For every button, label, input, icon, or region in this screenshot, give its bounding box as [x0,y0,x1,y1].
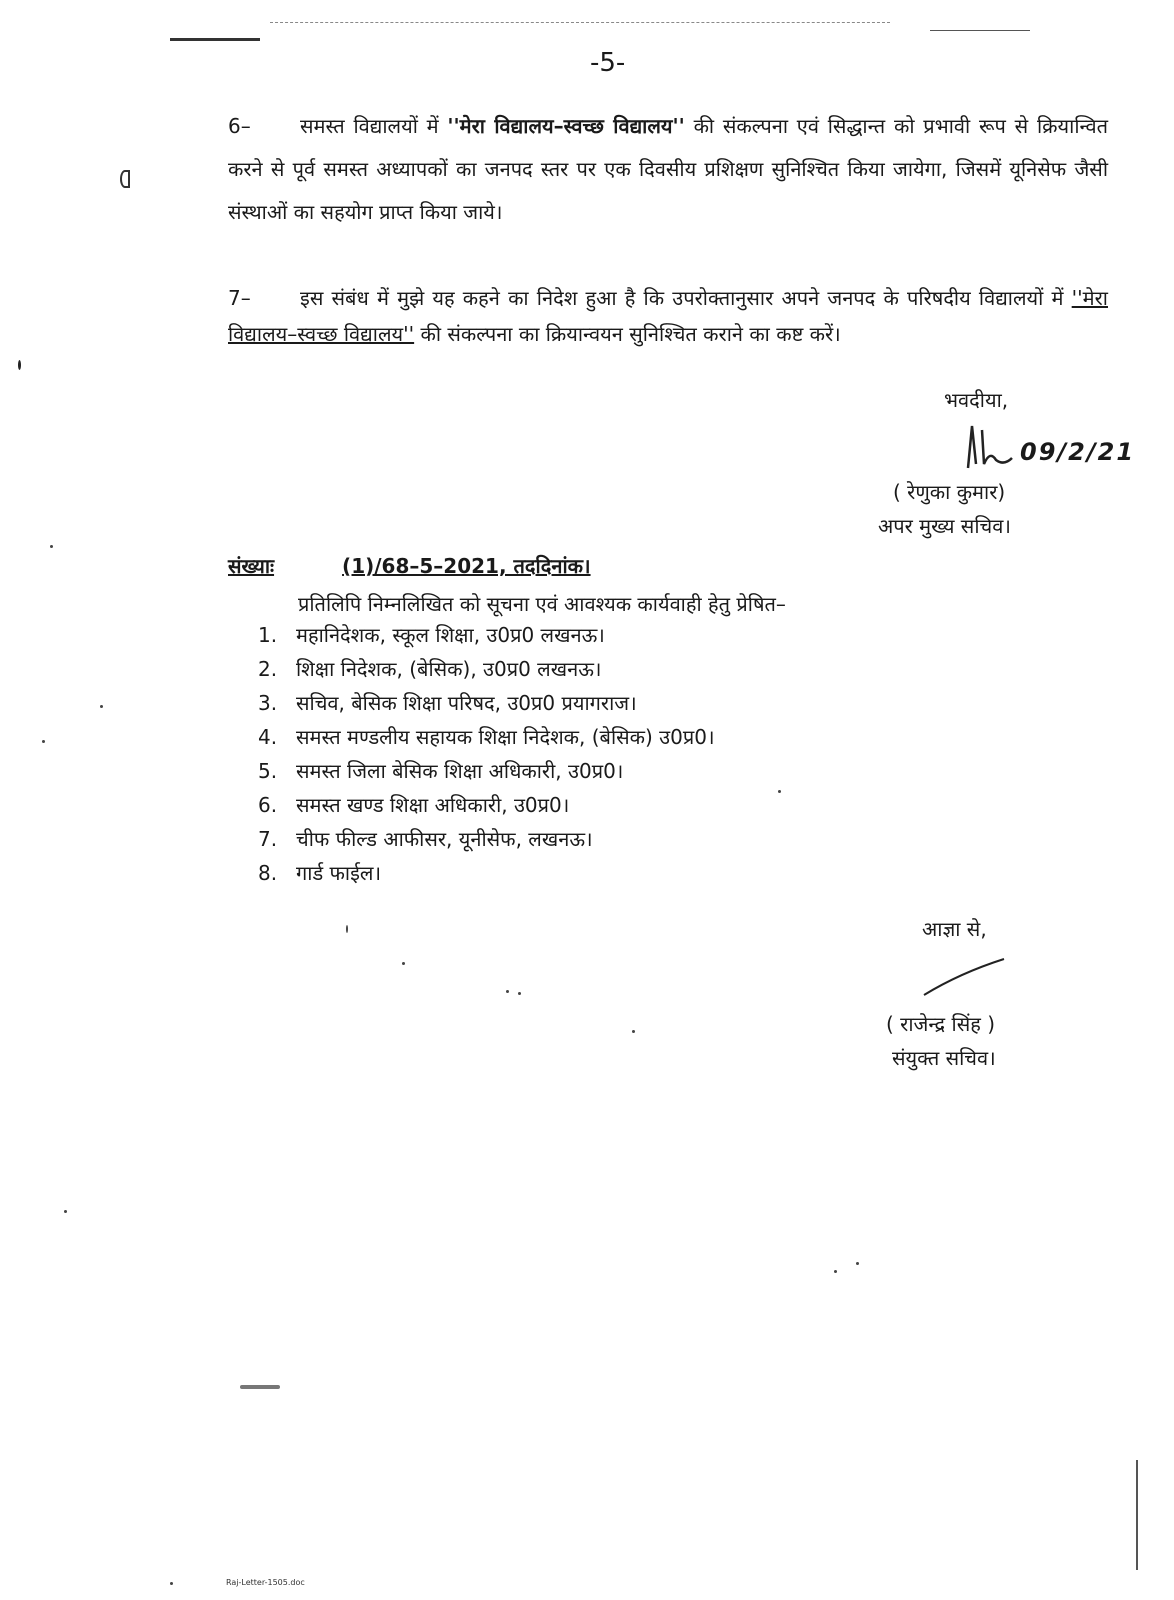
recipient-text: समस्त खण्ड शिक्षा अधिकारी, उ0प्र0। [296,793,570,817]
paragraph-6 [228,105,1108,234]
recipient-index: 8. [258,861,278,885]
scan-line [930,30,1030,31]
reference-value: (1)/68–5–2021, तददिनांक। [342,554,591,578]
scan-line [170,38,260,41]
recipient-item [258,652,715,686]
signatory-designation: अपर मुख्य सचिव। [878,514,1011,538]
recipient-text: सचिव, बेसिक शिक्षा परिषद, उ0प्र0 प्रयागराज। [296,691,637,715]
recipient-item [258,618,715,652]
recipient-index: 7. [258,827,278,851]
scan-line [270,22,890,23]
scheme-name: ''मेरा विद्यालय–स्वच्छ विद्यालय'' [447,114,685,138]
paragraph-text: इस संबंध में मुझे यह कहने का निदेश हुआ है कि उपरोक्तानुसार अपने जनपद के परिषदीय विद्यालयों में [300,286,1072,310]
page-number: -5- [590,48,626,78]
paragraph-text: की संकल्पना का क्रियान्वयन सुनिश्चित कराने का कष्ट करें। [414,322,841,346]
signatory-name-2: ( राजेन्द्र सिंह ) [886,1012,995,1036]
recipient-text: गार्ड फाईल। [296,861,382,885]
footer-filename: Raj-Letter-1505.doc [226,1578,305,1587]
recipient-index: 5. [258,759,278,783]
reference-number [228,552,591,579]
recipient-item [258,788,715,822]
paragraph-7 [228,280,1108,352]
signatory-designation-2: संयुक्त सचिव। [892,1046,996,1070]
recipient-text: महानिदेशक, स्कूल शिक्षा, उ0प्र0 लखनऊ। [296,623,605,647]
recipient-index: 2. [258,657,278,681]
recipient-index: 6. [258,793,278,817]
recipient-item [258,822,715,856]
recipient-text: चीफ फील्ड आफीसर, यूनीसेफ, लखनऊ। [296,827,593,851]
copy-intro: प्रतिलिपि निम्नलिखित को सूचना एवं आवश्यक कार्यवाही हेतु प्रेषित– [298,592,786,616]
signatory-name: ( रेणुका कुमार) [893,480,1006,504]
signature-image-2 [920,955,1010,1000]
closing-salutation-2: आज्ञा से, [922,917,987,941]
recipient-index: 3. [258,691,278,715]
recipient-index: 1. [258,623,278,647]
recipient-list [258,618,715,890]
closing-salutation: भवदीया, [944,388,1009,412]
recipient-text: समस्त मण्डलीय सहायक शिक्षा निदेशक, (बेसिक) उ0प्र0। [296,725,715,749]
recipient-text: शिक्षा निदेशक, (बेसिक), उ0प्र0 लखनऊ। [296,657,602,681]
signature-date: 09/2/21 [1020,438,1136,466]
scheme-name: ''मेरा विद्यालय–स्वच्छ विद्यालय'' [228,286,1108,346]
recipient-index: 4. [258,725,278,749]
paragraph-number: 7– [228,286,251,310]
paragraph-text: की संकल्पना एवं सिद्धान्त को प्रभावी रूप से क्रियान्वित करने से पूर्व समस्त अध्यापकों का जनपद स्तर पर एक दिवसीय प्रशिक्षण सुनिश्चित किया जायेगा, जिसमें यूनिसेफ जैसी संस्थाओं का सहयोग प्राप्त किया जाये। [228,114,1108,224]
recipient-item [258,720,715,754]
recipient-item [258,856,715,890]
recipient-text: समस्त जिला बेसिक शिक्षा अधिकारी, उ0प्र0। [296,759,624,783]
paragraph-text: समस्त विद्यालयों में [300,114,448,138]
recipient-item [258,754,715,788]
recipient-item [258,686,715,720]
reference-label: संख्याः [228,554,275,578]
paragraph-number: 6– [228,114,251,138]
